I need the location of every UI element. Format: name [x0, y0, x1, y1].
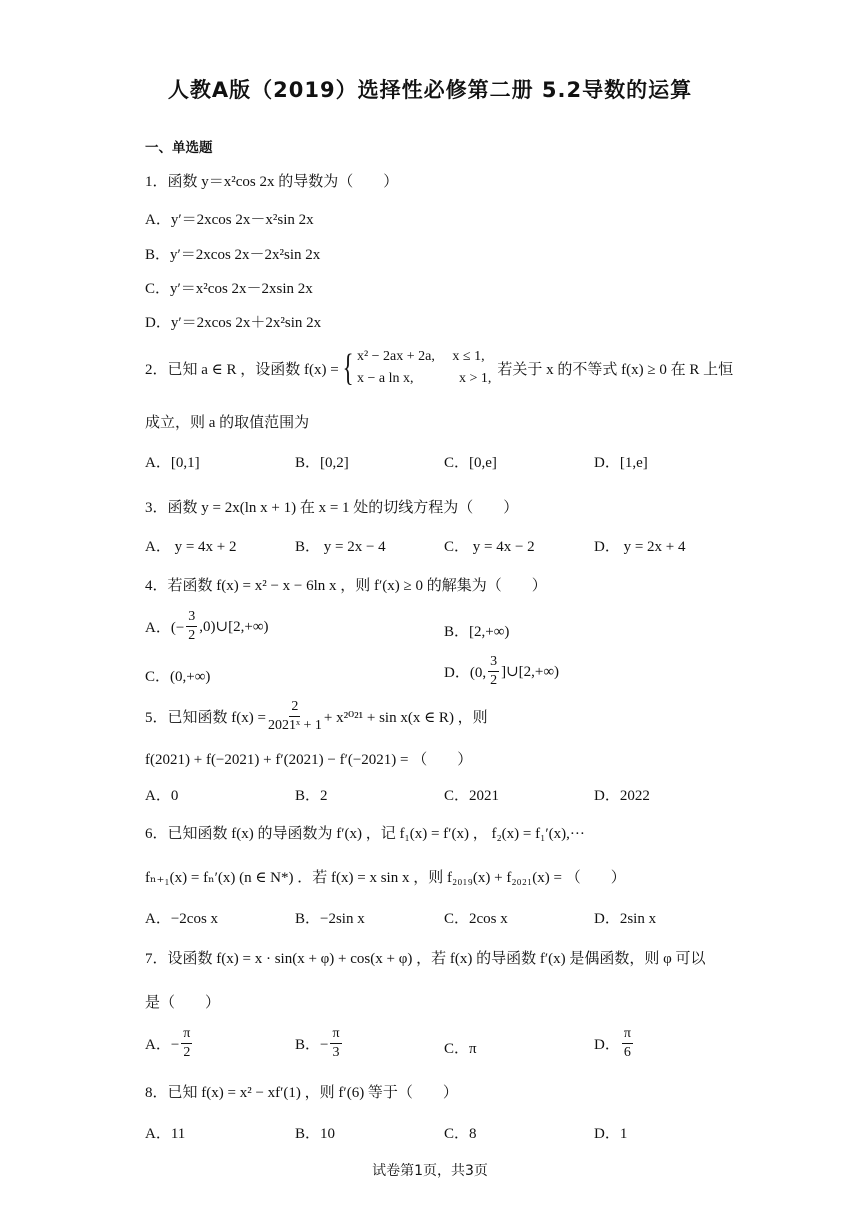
q7-a-denominator: 2 — [183, 1045, 191, 1060]
q1-stem: 1．函数 y＝x²cos 2x 的导数为（ ） — [145, 174, 399, 190]
q4-a-prefix: A．(− — [145, 620, 185, 636]
q5-option-c: C．2021 — [444, 788, 500, 804]
q6-option-a: A．−2cos x — [145, 911, 219, 927]
q7-option-a — [145, 1027, 194, 1060]
q4-option-d — [444, 655, 559, 688]
q7-option-c: C．π — [444, 1041, 477, 1057]
q7-stem-line2: 是（ ） — [145, 995, 221, 1011]
q7-d-numerator: π — [622, 1027, 633, 1044]
q4-option-a — [145, 610, 269, 643]
q4-a-fraction — [186, 610, 197, 643]
page-footer: 试卷第1页，共3页 — [372, 1163, 488, 1179]
q7-b-prefix: B．− — [295, 1037, 329, 1053]
q2-option-b: B．[0,2] — [295, 455, 349, 471]
q6-option-d: D．2sin x — [594, 911, 657, 927]
q1-option-a: A．y′＝2xcos 2x－x²sin 2x — [145, 212, 314, 228]
q5-stem-line2: f(2021) + f(−2021) + f′(2021) − f′(−2021) = （ ） — [145, 752, 473, 768]
q4-a-suffix: ,0)∪[2,+∞) — [199, 619, 269, 635]
q7-d-fraction — [622, 1027, 633, 1060]
q4-d-suffix: ]∪[2,+∞) — [501, 664, 560, 680]
q7-a-prefix: A．− — [145, 1037, 180, 1053]
q4-option-b: B．[2,+∞) — [444, 624, 510, 640]
q6-option-b: B．−2sin x — [295, 911, 365, 927]
q2-stem-line2: 成立，则 a 的取值范围为 — [145, 415, 310, 431]
q5-numerator: 2 — [289, 700, 300, 717]
q5-option-a: A．0 — [145, 788, 179, 804]
q4-d-prefix: D．(0, — [444, 665, 487, 681]
q6-option-c: C．2cos x — [444, 911, 508, 927]
q2-stem-line1 — [145, 346, 733, 390]
q4-option-c: C．(0,+∞) — [145, 669, 211, 685]
q5-fraction — [268, 700, 322, 733]
q4-a-numerator: 3 — [186, 610, 197, 627]
q7-a-fraction — [181, 1027, 192, 1060]
q5-denominator: 2021ˣ + 1 — [267, 718, 322, 733]
q7-a-numerator: π — [181, 1027, 192, 1044]
q5-stem-line1 — [145, 700, 488, 733]
q8-stem: 8．已知 f(x) = x² − xf′(1) ，则 f′(6) 等于（ ） — [145, 1085, 458, 1101]
q6-stem-line2: fₙ₊₁(x) = fₙ′(x) (n ∈ N*) ．若 f(x) = x sin x ，则 f₂₀₁₉(x) + f₂₀₂₁(x) = （ ） — [145, 870, 626, 886]
q7-d-prefix: D． — [594, 1037, 620, 1053]
q5-option-d: D．2022 — [594, 788, 650, 804]
q8-option-c: C．8 — [444, 1126, 477, 1142]
q2-stem-part-a: 2．已知 a ∈ R ，设函数 f(x) = — [145, 361, 339, 378]
case-brace: { — [342, 347, 354, 389]
q8-option-d: D．1 — [594, 1126, 628, 1142]
q1-option-b: B．y′＝2xcos 2x－2x²sin 2x — [145, 247, 321, 263]
q8-option-a: A．11 — [145, 1126, 186, 1142]
q2-option-d: D．[1,e] — [594, 455, 648, 471]
q3-stem: 3．函数 y = 2x(ln x + 1) 在 x = 1 处的切线方程为（ ） — [145, 500, 519, 516]
q3-option-d: D． y = 2x + 4 — [594, 539, 686, 555]
q8-option-b: B．10 — [295, 1126, 336, 1142]
q2-piecewise — [357, 346, 491, 390]
q4-stem: 4．若函数 f(x) = x² − x − 6ln x ，则 f′(x) ≥ 0 的解集为（ ） — [145, 578, 547, 594]
q7-b-numerator: π — [330, 1027, 341, 1044]
q3-option-c: C． y = 4x − 2 — [444, 539, 535, 555]
page-title: 人教A版（2019）选择性必修第二册 5.2导数的运算 — [167, 78, 693, 102]
section-heading: 一、单选题 — [145, 140, 213, 156]
q5-stem-part-a: 5．已知函数 f(x) = — [145, 710, 266, 726]
q4-d-numerator: 3 — [488, 655, 499, 672]
q2-stem-part-b: 若关于 x 的不等式 f(x) ≥ 0 在 R 上恒 — [497, 361, 734, 378]
q1-option-c: C．y′＝x²cos 2x－2xsin 2x — [145, 281, 313, 297]
q6-stem-line1: 6．已知函数 f(x) 的导函数为 f′(x) ，记 f₁(x) = f′(x) ， f₂(x) = f₁′(x),··· — [145, 826, 585, 842]
q2-case-1: x² − 2ax + 2a, x ≤ 1, — [356, 349, 485, 364]
q3-option-b: B． y = 2x − 4 — [295, 539, 386, 555]
q7-stem-line1: 7．设函数 f(x) = x · sin(x + φ) + cos(x + φ) ，若 f(x) 的导函数 f′(x) 是偶函数，则 φ 可以 — [145, 951, 706, 967]
q4-d-fraction — [488, 655, 499, 688]
q2-option-c: C．[0,e] — [444, 455, 497, 471]
q4-d-denominator: 2 — [490, 673, 498, 688]
q1-option-d: D．y′＝2xcos 2x＋2x²sin 2x — [145, 315, 322, 331]
q5-stem-part-b: + x²⁰²¹ + sin x(x ∈ R) ，则 — [323, 710, 488, 726]
q5-option-b: B．2 — [295, 788, 328, 804]
q7-d-denominator: 6 — [623, 1045, 631, 1060]
q3-option-a: A． y = 4x + 2 — [145, 539, 237, 555]
q7-option-d — [594, 1027, 635, 1060]
q4-a-denominator: 2 — [188, 628, 196, 643]
q2-case-2: x − a ln x, x > 1, — [356, 371, 492, 386]
q7-b-fraction — [330, 1027, 341, 1060]
q7-option-b — [295, 1027, 344, 1060]
q2-option-a: A．[0,1] — [145, 455, 200, 471]
q7-b-denominator: 3 — [332, 1045, 340, 1060]
